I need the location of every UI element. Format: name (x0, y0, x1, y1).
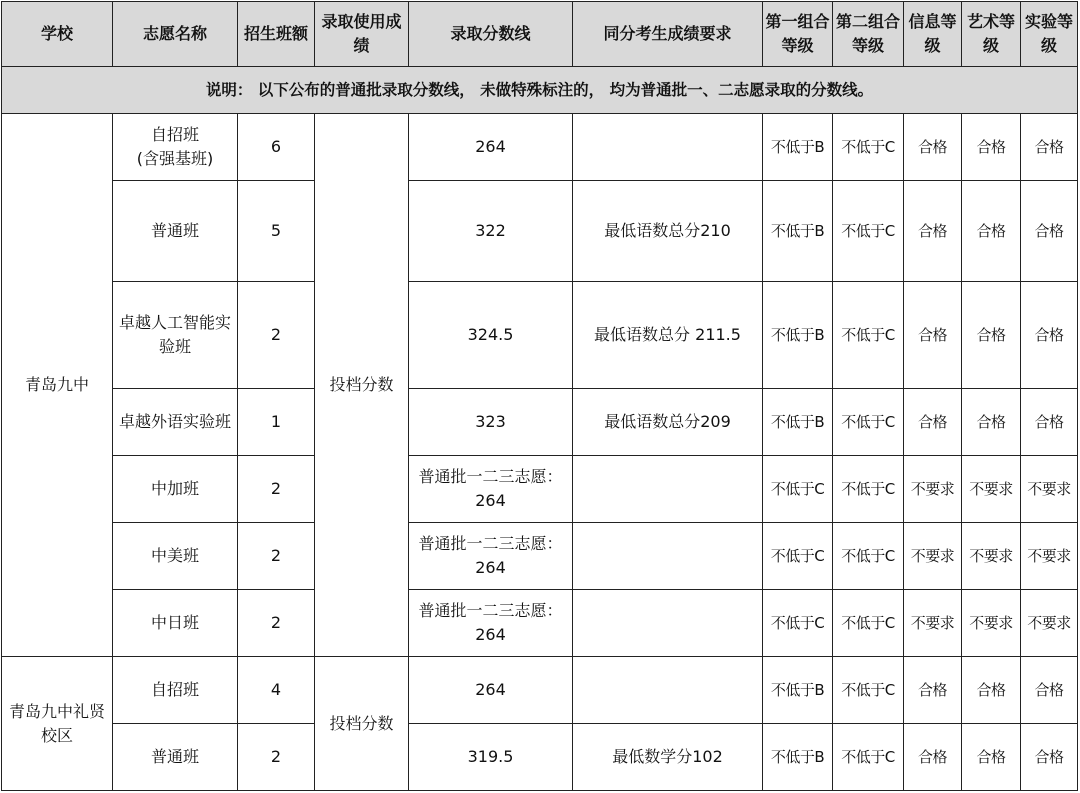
table-row (2, 389, 1078, 456)
quota-cell: 2 (238, 282, 315, 389)
program-name: 自招班 (113, 657, 238, 724)
group1-level: 不低于B (763, 282, 833, 389)
group2-level: 不低于C (833, 456, 904, 523)
header-school: 学校 (2, 2, 113, 67)
table-row (2, 657, 1078, 724)
header-tie-rule: 同分考生成绩要求 (573, 2, 763, 67)
table-row (2, 523, 1078, 590)
group2-level: 不低于C (833, 181, 904, 282)
group2-level: 不低于C (833, 590, 904, 657)
group1-level: 不低于B (763, 724, 833, 791)
program-name: 卓越人工智能实验班 (113, 282, 238, 389)
cutoff-cell: 264 (409, 114, 573, 181)
art-level: 合格 (962, 657, 1021, 724)
cutoff-cell: 264 (409, 657, 573, 724)
group2-level: 不低于C (833, 523, 904, 590)
note-text: 说明： 以下公布的普通批录取分数线， 未做特殊标注的， 均为普通批一、二志愿录取的分数线。 (2, 67, 1078, 114)
group2-level: 不低于C (833, 657, 904, 724)
school-name: 青岛九中礼贤校区 (2, 657, 113, 791)
tie-rule-cell (573, 114, 763, 181)
info-level: 不要求 (904, 590, 962, 657)
info-level: 合格 (904, 181, 962, 282)
header-score-type: 录取使用成绩 (315, 2, 409, 67)
header-group1: 第一组合等级 (763, 2, 833, 67)
tie-rule-cell (573, 456, 763, 523)
cutoff-cell: 324.5 (409, 282, 573, 389)
group2-level: 不低于C (833, 114, 904, 181)
table-row (2, 181, 1078, 282)
cutoff-cell: 323 (409, 389, 573, 456)
group2-level: 不低于C (833, 282, 904, 389)
cutoff-cell: 319.5 (409, 724, 573, 791)
school-name: 青岛九中 (2, 114, 113, 657)
lab-level: 合格 (1021, 389, 1078, 456)
table-row (2, 724, 1078, 791)
lab-level: 不要求 (1021, 590, 1078, 657)
group2-level: 不低于C (833, 724, 904, 791)
program-name: 普通班 (113, 724, 238, 791)
group1-level: 不低于C (763, 523, 833, 590)
table-row (2, 456, 1078, 523)
cutoff-cell: 322 (409, 181, 573, 282)
art-level: 不要求 (962, 523, 1021, 590)
tie-rule-cell: 最低语数总分210 (573, 181, 763, 282)
program-name: 中日班 (113, 590, 238, 657)
group1-level: 不低于B (763, 389, 833, 456)
tie-rule-cell (573, 523, 763, 590)
lab-level: 不要求 (1021, 456, 1078, 523)
lab-level: 不要求 (1021, 523, 1078, 590)
info-level: 合格 (904, 282, 962, 389)
lab-level: 合格 (1021, 724, 1078, 791)
art-level: 合格 (962, 724, 1021, 791)
tie-rule-cell: 最低语数总分 211.5 (573, 282, 763, 389)
art-level: 合格 (962, 114, 1021, 181)
lab-level: 合格 (1021, 181, 1078, 282)
header-row (2, 2, 1078, 67)
art-level: 不要求 (962, 590, 1021, 657)
info-level: 不要求 (904, 456, 962, 523)
table-row (2, 282, 1078, 389)
program-name: 卓越外语实验班 (113, 389, 238, 456)
info-level: 合格 (904, 724, 962, 791)
header-group2: 第二组合等级 (833, 2, 904, 67)
note-row (2, 67, 1078, 114)
quota-cell: 2 (238, 590, 315, 657)
header-program: 志愿名称 (113, 2, 238, 67)
info-level: 合格 (904, 114, 962, 181)
cutoff-cell: 普通批一二三志愿： 264 (409, 456, 573, 523)
art-level: 合格 (962, 282, 1021, 389)
info-level: 合格 (904, 657, 962, 724)
quota-cell: 4 (238, 657, 315, 724)
art-level: 合格 (962, 389, 1021, 456)
group2-level: 不低于C (833, 389, 904, 456)
tie-rule-cell (573, 590, 763, 657)
info-level: 合格 (904, 389, 962, 456)
quota-cell: 2 (238, 724, 315, 791)
lab-level: 合格 (1021, 114, 1078, 181)
lab-level: 合格 (1021, 657, 1078, 724)
admission-score-table (1, 1, 1078, 791)
quota-cell: 5 (238, 181, 315, 282)
art-level: 合格 (962, 181, 1021, 282)
group1-level: 不低于B (763, 657, 833, 724)
program-name: 中美班 (113, 523, 238, 590)
program-name: 普通班 (113, 181, 238, 282)
score-type-cell: 投档分数 (315, 114, 409, 657)
program-name: 中加班 (113, 456, 238, 523)
cutoff-cell: 普通批一二三志愿： 264 (409, 523, 573, 590)
header-info: 信息等级 (904, 2, 962, 67)
lab-level: 合格 (1021, 282, 1078, 389)
cutoff-cell: 普通批一二三志愿： 264 (409, 590, 573, 657)
tie-rule-cell: 最低语数总分209 (573, 389, 763, 456)
art-level: 不要求 (962, 456, 1021, 523)
table-row (2, 590, 1078, 657)
info-level: 不要求 (904, 523, 962, 590)
header-art: 艺术等级 (962, 2, 1021, 67)
group1-level: 不低于C (763, 590, 833, 657)
group1-level: 不低于B (763, 114, 833, 181)
quota-cell: 1 (238, 389, 315, 456)
quota-cell: 6 (238, 114, 315, 181)
group1-level: 不低于C (763, 456, 833, 523)
tie-rule-cell: 最低数学分102 (573, 724, 763, 791)
quota-cell: 2 (238, 456, 315, 523)
header-quota: 招生班额 (238, 2, 315, 67)
quota-cell: 2 (238, 523, 315, 590)
program-name: 自招班 (含强基班) (113, 114, 238, 181)
score-type-cell: 投档分数 (315, 657, 409, 791)
table-row (2, 114, 1078, 181)
group1-level: 不低于B (763, 181, 833, 282)
tie-rule-cell (573, 657, 763, 724)
header-lab: 实验等级 (1021, 2, 1078, 67)
header-cutoff: 录取分数线 (409, 2, 573, 67)
